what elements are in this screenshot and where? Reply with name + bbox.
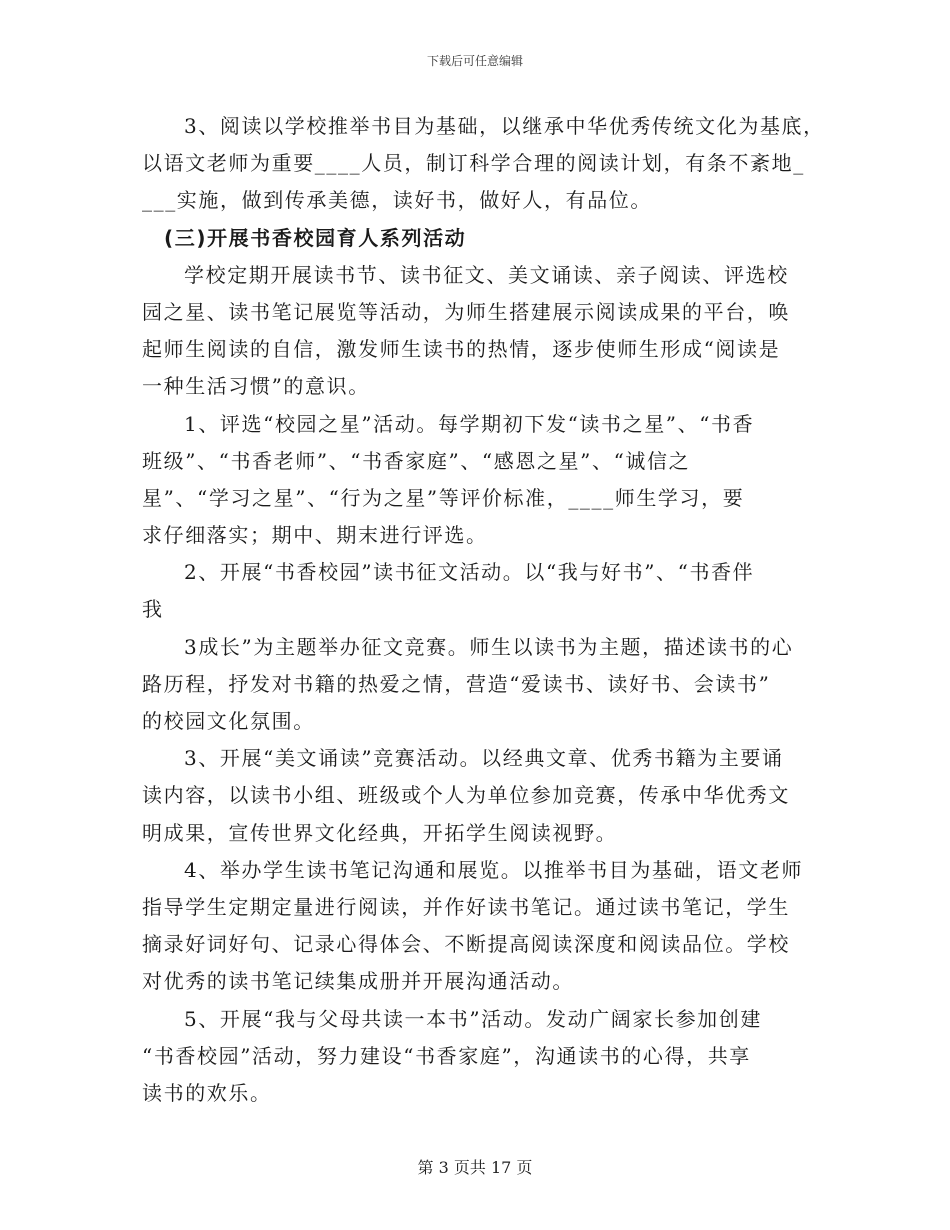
paragraph-line: 4、举办学生读书笔记沟通和展览。以推举书目为基础，语文老师 xyxy=(184,857,804,882)
paragraph-line: 3、阅读以学校推举书目为基础，以继承中华优秀传统文化为基底， xyxy=(184,114,825,138)
paragraph-line: 3、开展“美文诵读”竞赛活动。以经典文章、优秀书籍为主要诵 xyxy=(184,746,784,771)
paragraph-line: 班级”、“书香老师”、“书香家庭”、“感恩之星”、“诚信之 xyxy=(142,448,691,473)
paragraph-line: 星”、“学习之星”、“行为之星”等评价标准，____师生学习，要 xyxy=(142,485,745,510)
paragraph-line: 读内容，以读书小组、班级或个人为单位参加竞赛，传承中华优秀文 xyxy=(142,783,790,808)
paragraph-line: 路历程，抒发对书籍的热爱之情，营造“爱读书、读好书、会读书” xyxy=(142,671,771,696)
paragraph-line: 学校定期开展读书节、读书征文、美文诵读、亲子阅读、评选校 xyxy=(184,262,789,287)
paragraph-line: 求仔细落实；期中、期末进行评选。 xyxy=(142,523,488,548)
paragraph-line: 一种生活习惯”的意识。 xyxy=(142,374,370,399)
paragraph-line: 5、开展“我与父母共读一本书”活动。发动广阔家长参加创建 xyxy=(184,1006,762,1031)
page-number-footer: 第 3 页共 17 页 xyxy=(417,1158,533,1177)
paragraph-line: 2、开展“书香校园”读书征文活动。以“我与好书”、“书香伴 xyxy=(184,560,755,585)
paragraph-line: 我 xyxy=(142,597,164,622)
paragraph-line: 指导学生定期定量进行阅读，并作好读书笔记。通过读书笔记，学生 xyxy=(142,894,790,919)
paragraph-line: 园之星、读书笔记展览等活动，为师生搭建展示阅读成果的平台，唤 xyxy=(142,299,790,324)
document-body xyxy=(142,108,825,1112)
paragraph-line: 的校园文化氛围。 xyxy=(142,709,315,733)
section-heading: (三)开展书香校园育人系列活动 xyxy=(164,225,467,250)
paragraph-line: 读书的欢乐。 xyxy=(142,1080,272,1105)
paragraph-line: ___实施，做到传承美德，读好书，做好人，有品位。 xyxy=(142,188,652,213)
paragraph-line: 明成果，宣传世界文化经典，开拓学生阅读视野。 xyxy=(142,820,618,845)
paragraph-line: 起师生阅读的自信，激发师生读书的热情，逐步使师生形成“阅读是 xyxy=(142,337,781,362)
paragraph-line: 以语文老师为重要____人员，制订科学合理的阅读计划，有条不紊地_ xyxy=(142,151,805,176)
paragraph-line: “书香校园”活动，努力建设“书香家庭”，沟通读书的心得，共享 xyxy=(142,1043,751,1068)
page-header-note: 下载后可任意编辑 xyxy=(426,54,523,68)
paragraph-line: 1、评选“校园之星”活动。每学期初下发“读书之星”、“书香 xyxy=(184,411,755,436)
paragraph-line: 摘录好词好句、记录心得体会、不断提高阅读深度和阅读品位。学校 xyxy=(142,932,790,957)
paragraph-line: 对优秀的读书笔记续集成册并开展沟通活动。 xyxy=(142,969,574,994)
paragraph-line: 3成长”为主题举办征文竞赛。师生以读书为主题，描述读书的心 xyxy=(184,634,794,659)
